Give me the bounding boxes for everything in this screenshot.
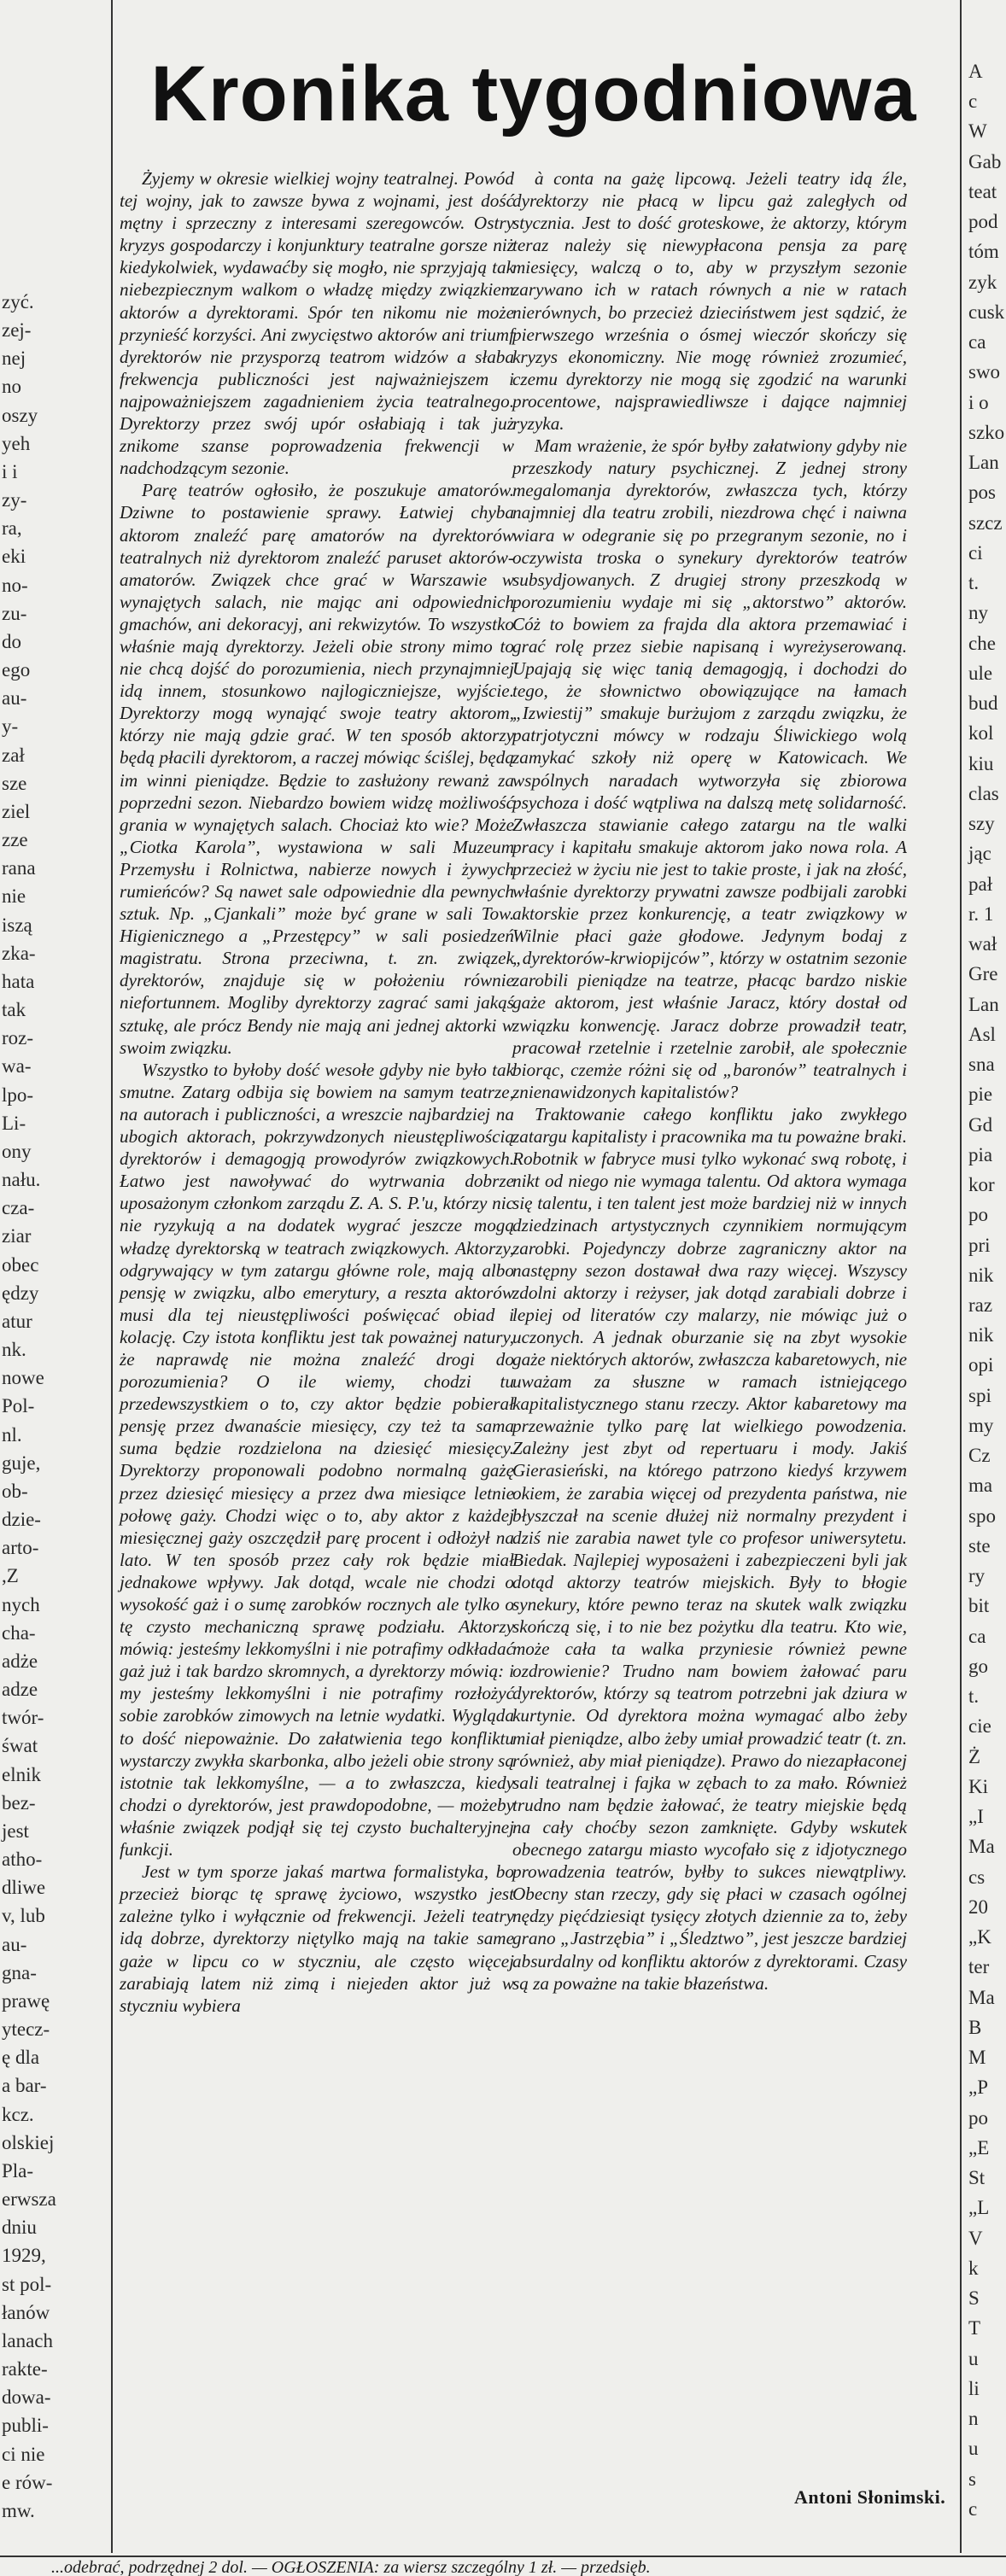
margin-text-fragment: ry — [968, 1565, 986, 1586]
margin-text-fragment: zyk — [968, 272, 997, 293]
author-signature: Antoni Słonimski. — [794, 2486, 946, 2508]
margin-text-fragment: S — [968, 2287, 980, 2309]
margin-text-fragment: ytecz- — [2, 2018, 50, 2040]
margin-text-fragment: Li- — [2, 1113, 26, 1134]
margin-text-fragment: gna- — [2, 1962, 37, 1983]
margin-text-fragment: k — [968, 2258, 979, 2279]
margin-text-fragment: „I — [968, 1806, 984, 1827]
margin-text-fragment: bud — [968, 692, 998, 714]
margin-text-fragment: cs — [968, 1866, 986, 1888]
neighbor-column-left — [0, 0, 109, 2553]
margin-text-fragment: ziar — [2, 1225, 32, 1247]
margin-text-fragment: r. 1 — [968, 903, 994, 925]
margin-text-fragment: śwat — [2, 1735, 38, 1756]
margin-text-fragment: arto- — [2, 1537, 39, 1558]
margin-text-fragment: c — [968, 2498, 978, 2520]
margin-text-fragment: ego — [2, 659, 31, 681]
margin-text-fragment: kol — [968, 722, 994, 744]
margin-text-fragment: prawę — [2, 1990, 50, 2012]
margin-text-fragment: nowe — [2, 1367, 44, 1388]
margin-text-fragment: ,Z — [2, 1565, 19, 1586]
margin-text-fragment: zze — [2, 829, 28, 850]
margin-text-fragment: au- — [2, 687, 27, 709]
margin-text-fragment: St — [968, 2167, 986, 2188]
margin-text-fragment: bit — [968, 1595, 990, 1616]
margin-text-fragment: i i — [2, 461, 18, 482]
margin-text-fragment: elnik — [2, 1764, 41, 1785]
margin-text-fragment: pod — [968, 211, 998, 232]
margin-text-fragment: ma — [968, 1475, 993, 1496]
margin-text-fragment: „K — [968, 1926, 991, 1948]
margin-text-fragment: cza- — [2, 1197, 35, 1218]
margin-text-fragment: „L — [968, 2197, 990, 2218]
margin-text-fragment: V — [968, 2228, 983, 2249]
margin-text-fragment: no- — [2, 575, 28, 596]
margin-text-fragment: clas — [968, 783, 999, 804]
margin-text-fragment: nych — [2, 1594, 40, 1615]
margin-text-fragment: rana — [2, 857, 36, 879]
margin-text-fragment: ste — [968, 1535, 991, 1557]
margin-text-fragment: ra, — [2, 517, 22, 539]
margin-text-fragment: hata — [2, 971, 35, 992]
margin-text-fragment: guje, — [2, 1452, 41, 1474]
margin-text-fragment: cusk — [968, 301, 1005, 323]
margin-text-fragment: zy- — [2, 489, 27, 511]
article-paragraph: Jest w tym sporze jakaś martwa formalistyka, bo przecież biorąc tę sprawę życiowo, wszystko jest zależne tylko i wyłącznie od frekwencji. Jeżeli teatry idą dobrze, dyrektorzy niętylko mają na takie same gaże w lipcu co w styczniu, ale często więcej zarabiają latem niż zimą i niejeden aktor już w styczniu wybiera — [120, 1861, 514, 2016]
margin-text-fragment: szko — [968, 422, 1005, 443]
article-title: Kronika tygodniowa — [150, 50, 917, 137]
margin-text-fragment: tak — [2, 999, 26, 1020]
margin-text-fragment: Gab — [968, 151, 1002, 172]
margin-text-fragment: oszy — [2, 405, 38, 426]
margin-text-fragment: jąc — [968, 843, 991, 864]
margin-text-fragment: po — [968, 2107, 988, 2129]
margin-text-fragment: nk. — [2, 1339, 26, 1360]
margin-text-fragment: e rów- — [2, 2472, 53, 2493]
margin-text-fragment: rakte- — [2, 2358, 48, 2380]
margin-text-fragment: spi — [968, 1385, 991, 1406]
margin-text-fragment: „P — [968, 2077, 988, 2098]
margin-text-fragment: do — [2, 631, 21, 652]
margin-text-fragment: s — [968, 2468, 976, 2490]
margin-text-fragment: ca — [968, 1626, 986, 1647]
margin-text-fragment: tóm — [968, 241, 999, 262]
margin-text-fragment: kor — [968, 1174, 995, 1195]
margin-text-fragment: M — [968, 2047, 986, 2068]
margin-text-fragment: n — [968, 2408, 979, 2429]
margin-text-fragment: ter — [968, 1956, 990, 1977]
margin-text-fragment: kcz. — [2, 2104, 34, 2125]
margin-text-fragment: sna — [968, 1054, 995, 1075]
margin-text-fragment: u — [968, 2438, 979, 2459]
margin-text-fragment: Lan — [968, 452, 999, 473]
margin-text-fragment: B — [968, 2017, 982, 2038]
margin-text-fragment: publi- — [2, 2415, 49, 2436]
margin-text-fragment: nl. — [2, 1424, 22, 1446]
margin-text-fragment: swo — [968, 361, 1001, 383]
margin-text-fragment: t. — [968, 572, 980, 593]
margin-text-fragment: y- — [2, 716, 19, 737]
margin-text-fragment: erwsza — [2, 2188, 56, 2210]
margin-text-fragment: wa- — [2, 1055, 32, 1077]
margin-text-fragment: dliwe — [2, 1877, 46, 1898]
margin-text-fragment: nej — [2, 348, 26, 369]
margin-text-fragment: sze — [2, 773, 27, 794]
margin-text-fragment: ob- — [2, 1481, 28, 1502]
margin-text-fragment: nie — [2, 885, 26, 907]
margin-text-fragment: wał — [968, 933, 997, 955]
margin-text-fragment: lanach — [2, 2330, 54, 2351]
margin-text-fragment: Pla- — [2, 2160, 34, 2182]
margin-text-fragment: mw. — [2, 2500, 35, 2521]
margin-text-fragment: adże — [2, 1650, 38, 1672]
margin-text-fragment: nik — [968, 1265, 994, 1286]
margin-text-fragment: obec — [2, 1254, 39, 1276]
margin-text-fragment: ędzy — [2, 1282, 39, 1304]
margin-text-fragment: li — [968, 2378, 980, 2399]
margin-text-fragment: pie — [968, 1084, 993, 1105]
margin-text-fragment: ule — [968, 663, 993, 684]
margin-text-fragment: pał — [968, 873, 993, 895]
margin-text-fragment: go — [968, 1656, 988, 1677]
margin-text-fragment: atho- — [2, 1849, 43, 1870]
margin-text-fragment: Gre — [968, 963, 998, 984]
article-paragraph: Mam wrażenie, że spór byłby załatwiony gdyby nie przeszkody natury psychicznej. Z jednej strony megalomanja dyrektorów, zwłaszcza tych, którzy najmniej dla teatru zrobili, niezdrowa chęć i naiwna wiara w odegranie się po przegranym sezonie, no i oczywista troska o synekury dyrektorów teatrów subsydjowanych. Z drugiej strony przeszkodą w porozumieniu wydaje mi się „aktorstwo” aktorów. Cóż to bowiem za frajda dla aktora przemawiać i grać rolę przez siebie napisaną i wyreżyserowaną. Upajają się więc tanią demagogją, i dochodzi do tego, że słownictwo obowiązujące na łamach „Izwiestij” smakuje burżujom z zarządu związku, że patrjotyczni mówcy w rodzaju Śliwickiego wolą zamykać szkoły niż operę w Katowicach. We wspólnych naradach wytworzyła się zbiorowa psychoza i dość wątpliwa na dalszą metę solidarność. Zwłaszcza stawianie całego zatargu na tle walki pracy i kapitału smakuje aktorom jako nowa rola. A przecież w życiu nie jest to takie proste, i jak na złość, właśnie dyrektorzy prywatni zawsze podbijali zarobki aktorskie przez konkurencję, a teatr związkowy w Wilnie płaci gaże głodowe. Jedynym bodaj z „dyrektorów-krwiopijców”, którzy w ostatnim sezonie zarobili pieniądze na teatrze, płacąc bardzo niskie gaże aktorom, jest właśnie Jaracz, który dostał od związku konwencję. Jaracz dobrze prowadził teatr, pracował rzetelnie i rzetelnie zarobił, ale społecznie biorąc, czemże różni się od „baronów” teatralnych i znienawidzonych kapitalistów? — [512, 435, 907, 1102]
margin-text-fragment: pri — [968, 1235, 991, 1256]
margin-text-fragment: yeh — [2, 433, 31, 454]
margin-text-fragment: spo — [968, 1505, 996, 1527]
margin-text-fragment: dniu — [2, 2217, 37, 2238]
margin-text-fragment: i o — [968, 392, 989, 413]
margin-text-fragment: ci nie — [2, 2444, 45, 2465]
margin-text-fragment: zał — [2, 745, 25, 766]
margin-text-fragment: jest — [2, 1820, 29, 1842]
margin-text-fragment: Ki — [968, 1776, 988, 1797]
article-paragraph: Wszystko to byłoby dość wesołe gdyby nie było tak smutne. Zatarg odbija się bowiem na samym teatrze, na autorach i publiczności, a wreszcie najbardziej na ubogich aktorach, pokrzywdzonych nieustępliwością dyrektorów i demagogją prowodyrów związkowych. Łatwo jest nawoływać do wytrwania dobrze uposażonym członkom zarządu Z. A. S. P.'u, którzy nic nie ryzykują a na dodatek wygrać jeszcze mogą władzę dyrektorską w teatrach związkowych. Aktorzy, odgrywający w tym zatargu główne role, mają albo pensję w związku, albo emerytury, a reszta aktorów musi dla tej nieustępliwości poświęcać obiad i kolację. Czy istota konfliktu jest tak poważnej natury, że naprawdę nie można znaleźć drogi do porozumienia? O ile wiemy, chodzi tu przedewszystkiem o to, czy aktor będzie pobierał pensję przez dwanaście miesięcy, czy też ta sama suma będzie rozdzielona na dziesięć miesięcy. Dyrektorzy proponowali podobno normalną gażę przez dziesięć miesięcy a przez dwa miesiące letnie połowę gaży. Chodzi więc o to, aby aktor z każdej miesięcznej gaży oszczędził parę procent i odłożył na lato. W ten sposób przez cały rok będzie miał jednakowe wpływy. Jak dotąd, wcale nie chodzi o wysokość gaż i o sumę zarobków rocznych ale tylko o tę czysto mechaniczną sprawę podziału. Aktorzy mówią: jesteśmy lekkomyślni i nie potrafimy odkładać gaż już i tak bardzo skromnych, a dyrektorzy mówią: i my jesteśmy lekkomyślni i nie potrafimy rozłożyć sobie zarobków zimowych na letnie wydatki. Wygląda to dość niepoważnie. Do załatwienia tego konfliktu wystarczy zwykła skarbonka, albo jeżeli obie strony są istotnie tak lekkomyślne, — a to zwłaszcza, kiedy chodzi o dyrektorów, jest prawdopodobne, — możeby właśnie związek podjął się tej czysto buchalteryjnej funkcji. — [120, 1059, 514, 1860]
margin-text-fragment: pos — [968, 482, 996, 503]
margin-text-fragment: zyć. — [2, 291, 34, 313]
margin-text-fragment: A — [968, 61, 983, 82]
margin-text-fragment: kiu — [968, 753, 994, 774]
margin-text-fragment: olskiej — [2, 2132, 55, 2153]
article-paragraph: Traktowanie całego konfliktu jako zwykłego zatargu kapitalisty i pracownika ma tu poważne braki. Robotnik w fabryce musi tylko wykonać swą robotę, i nikt od niego nie wymaga talentu. Od aktora wymaga się talentu, i ten talent jest może bardziej niż w innych dziedzinach artystycznych czynnikiem normującym zarobki. Pojedynczy dobrze zagraniczny aktor na następny sezon dostawał dwa razy więcej. Wszyscy zdolni aktorzy i reżyser, jak dotąd zarabiali dobrze i lepiej od literatów czy malarzy, nie mówiąc już o uczonych. A jednak oburzanie się na zbyt wysokie gaże niektórych aktorów, zwłaszcza kabaretowych, nie uważam za słuszne w ramach istniejącego kapitalistycznego stanu rzeczy. Aktor kabaretowy ma przeważnie tylko parę lat wielkiego powodzenia. Zależny jest zbyt od repertuaru i mody. Jakiś Gierasieński, na którego patrzono kiedyś krzywem okiem, że zarabia więcej od prezydenta państwa, nie błyszczał na scenie dłużej niż normalny prezydent i dziś nie zarabia nawet tyle co profesor uniwersytetu. Biedak. Najlepiej wyposażeni i zabezpieczeni byli jak dotąd aktorzy teatrów miejskich. Były to błogie synekury, które pewno teraz na skutek walk związku skończą się, i to nie bez pożytku dla teatru. Kto wie, może cała ta walka przyniesie również pewne ozdrowienie? Trudno nam bowiem żałować paru dyrektorów, którzy są teatrom potrzebni jak dziura w kurtynie. Od dyrektora można wymagać albo żeby miał pieniądze, albo żeby umiał prowadzić teatr (t. zn. również, aby miał pieniądze). Prawo do niezapłaconej sali teatralnej i fajka w zębach to za mało. Również trudno nam będzie żałować, że teatry miejskie będą na cały choćby sezon zamknięte. Gdyby wskutek obecnego zatargu miasto wycofało się z idjotycznego prowadzenia teatrów, byłby to sukces niewątpliwy. Obecny stan rzeczy, gdy się płaci w czasach ogólnej nędzy pięćdziesiąt tysięcy złotych dziennie za to, żeby grano „Jastrzębia” i „Śledztwo”, jest jeszcze bardziej absurdalny od konfliktu aktorów z dyrektorami. Czasy są za poważne na takie błazeństwa. — [512, 1103, 907, 1994]
margin-text-fragment: 20 — [968, 1896, 988, 1918]
margin-text-fragment: c — [968, 91, 978, 112]
margin-text-fragment: Pol- — [2, 1395, 35, 1417]
margin-text-fragment: my — [968, 1415, 994, 1436]
margin-text-fragment: teat — [968, 181, 997, 202]
margin-text-fragment: „E — [968, 2137, 990, 2158]
margin-text-fragment: dowa- — [2, 2386, 51, 2408]
margin-text-fragment: nału. — [2, 1169, 41, 1190]
margin-text-fragment: Ż — [968, 1746, 981, 1767]
margin-text-fragment: nik — [968, 1324, 994, 1346]
margin-text-fragment: szy — [968, 813, 995, 834]
bottom-strip — [0, 2556, 1006, 2576]
column-rule-left — [111, 0, 113, 2553]
bottom-strip-text: ...odebrać, podrzędnej 2 dol. — OGŁOSZENIA: za wiersz szczególny 1 zł. — przedsięb. — [51, 2558, 651, 2576]
margin-text-fragment: Lan — [968, 994, 999, 1015]
margin-text-fragment: a bar- — [2, 2075, 47, 2096]
article-paragraph: à conta na gażę lipcową. Jeżeli teatry idą źle, dyrektorzy nie płacą w lipcu gaż zaległych od stycznia. Jest to dość groteskowe, że aktorzy, którym teraz należy się niewypłacona pensja za parę miesięcy, walczą o to, aby w przyszłym sezonie zarywano ich w ratach równych a nie w ratach nierównych, bo przecież dzieciństwem jest sądzić, że pierwszego września o ósmej wieczór skończy się kryzys ekonomiczny. Nie mogę również zrozumieć, czemu dyrektorzy nie mogą się zgodzić na warunki procentowe, najsprawiedliwsze i dające najmniej ryzyka. — [512, 168, 907, 435]
margin-text-fragment: dzie- — [2, 1509, 41, 1530]
margin-text-fragment: po — [968, 1204, 988, 1225]
margin-text-fragment: ci — [968, 542, 983, 564]
margin-text-fragment: bez- — [2, 1792, 36, 1814]
margin-text-fragment: st pol- — [2, 2274, 52, 2295]
neighbor-column-right — [962, 0, 1006, 2553]
margin-text-fragment: ę dla — [2, 2047, 40, 2068]
margin-text-fragment: lpo- — [2, 1084, 34, 1106]
margin-text-fragment: zu- — [2, 603, 27, 624]
margin-text-fragment: opi — [968, 1354, 994, 1376]
article-column-left — [120, 167, 514, 2017]
margin-text-fragment: atur — [2, 1311, 32, 1332]
margin-text-fragment: Ma — [968, 1987, 995, 2008]
margin-text-fragment: iszą — [2, 914, 32, 936]
margin-text-fragment: zka- — [2, 943, 36, 964]
margin-text-fragment: t. — [968, 1685, 980, 1707]
article-column-right — [512, 167, 907, 1995]
margin-text-fragment: v, lub — [2, 1905, 45, 1926]
margin-text-fragment: Asl — [968, 1024, 996, 1045]
margin-text-fragment: raz — [968, 1294, 993, 1316]
margin-text-fragment: ca — [968, 331, 986, 353]
margin-text-fragment: adze — [2, 1679, 38, 1700]
margin-text-fragment: roz- — [2, 1027, 34, 1049]
article-paragraph: Żyjemy w okresie wielkiej wojny teatralnej. Powód tej wojny, jak to zawsze bywa z wojnami, jest dość mętny i sprzeczny z interesami szeregowców. Ostry kryzys gospodarczy i konjunktury teatralne gorsze niż kiedykolwiek, wydawaćby się mogło, nie sprzyjają tak niebezpiecznym walkom o władzę między związkiem aktorów a dyrektorami. Spór ten nikomu nie może przynieść korzyści. Ani zwycięstwo aktorów ani triumf dyrektorów nie przysporzą teatrom widzów a słaba frekwencja publiczności jest najważniejszem i najpoważniejszem zagadnieniem życia teatralnego. Dyrektorzy przez swój upór osłabiają i tak już znikome szanse poprowadzenia frekwencji w nadchodzącym sezonie. — [120, 168, 514, 479]
margin-text-fragment: zej- — [2, 319, 32, 341]
margin-text-fragment: cie — [968, 1715, 991, 1737]
margin-text-fragment: che — [968, 633, 996, 654]
margin-text-fragment: ny — [968, 602, 988, 623]
margin-text-fragment: no — [2, 376, 21, 397]
margin-text-fragment: W — [968, 120, 987, 142]
margin-text-fragment: cha- — [2, 1622, 36, 1644]
margin-text-fragment: łanów — [2, 2302, 50, 2323]
margin-text-fragment: T — [968, 2317, 981, 2339]
margin-text-fragment: pia — [968, 1144, 993, 1165]
margin-text-fragment: au- — [2, 1934, 27, 1955]
margin-text-fragment: ony — [2, 1141, 32, 1162]
margin-text-fragment: u — [968, 2348, 979, 2369]
margin-text-fragment: eki — [2, 546, 26, 567]
margin-text-fragment: Cz — [968, 1445, 991, 1466]
margin-text-fragment: szcz — [968, 512, 1003, 534]
margin-text-fragment: Ma — [968, 1836, 995, 1857]
margin-text-fragment: 1929, — [2, 2245, 46, 2266]
margin-text-fragment: ziel — [2, 801, 31, 822]
article-paragraph: Parę teatrów ogłosiło, że poszukuje amatorów. Dziwne to postawienie sprawy. Łatwiej chyba aktorom znaleźć parę amatorów na dyrektorów teatralnych niż dyrektorom znaleźć paruset aktorów-amatorów. Związek chce grać w Warszawie w wynajętych salach, nie mając ani odpowiednich gmachów, ani dekoracyj, ani rekwizytów. To wszystko właśnie mają dyrektorzy. Jeżeli obie strony mimo to nie chcą dojść do porozumienia, niech przynajmniej idą innem, stosunkowo najlogiczniejsze, wyjście. Dyrektorzy mogą wynająć swoje teatry aktorom, którzy nie mają gdzie grać. W ten sposób aktorzy będą płacili dyrektorom, a raczej mówiąc ściślej, będą im winni pieniądze. Będzie to zasłużony rewanż za poprzedni sezon. Niebardzo bowiem widzę możliwość grania w wynajętych salach. Chociaż kto wie? Może „Ciotka Karola”, wystawiona w sali Muzeum Przemysłu i Rolnictwa, nabierze nowych i żywych rumieńców? Są nawet sale odpowiednie dla pewnych sztuk. Np. „Cjankali” może być grane w sali Tow. Higienicznego a „Przestępcy” w sali posiedzeń magistratu. Strona przeciwna, t. zn. związek dyrektorów, znajduje się w położeniu równie niefortunnem. Mogliby dyrektorzy zagrać sami jakąś sztukę, ale prócz Bendy nie mają ani jednej aktorki w swoim związku. — [120, 480, 514, 1058]
margin-text-fragment: twór- — [2, 1707, 44, 1728]
margin-text-fragment: Gd — [968, 1114, 993, 1136]
